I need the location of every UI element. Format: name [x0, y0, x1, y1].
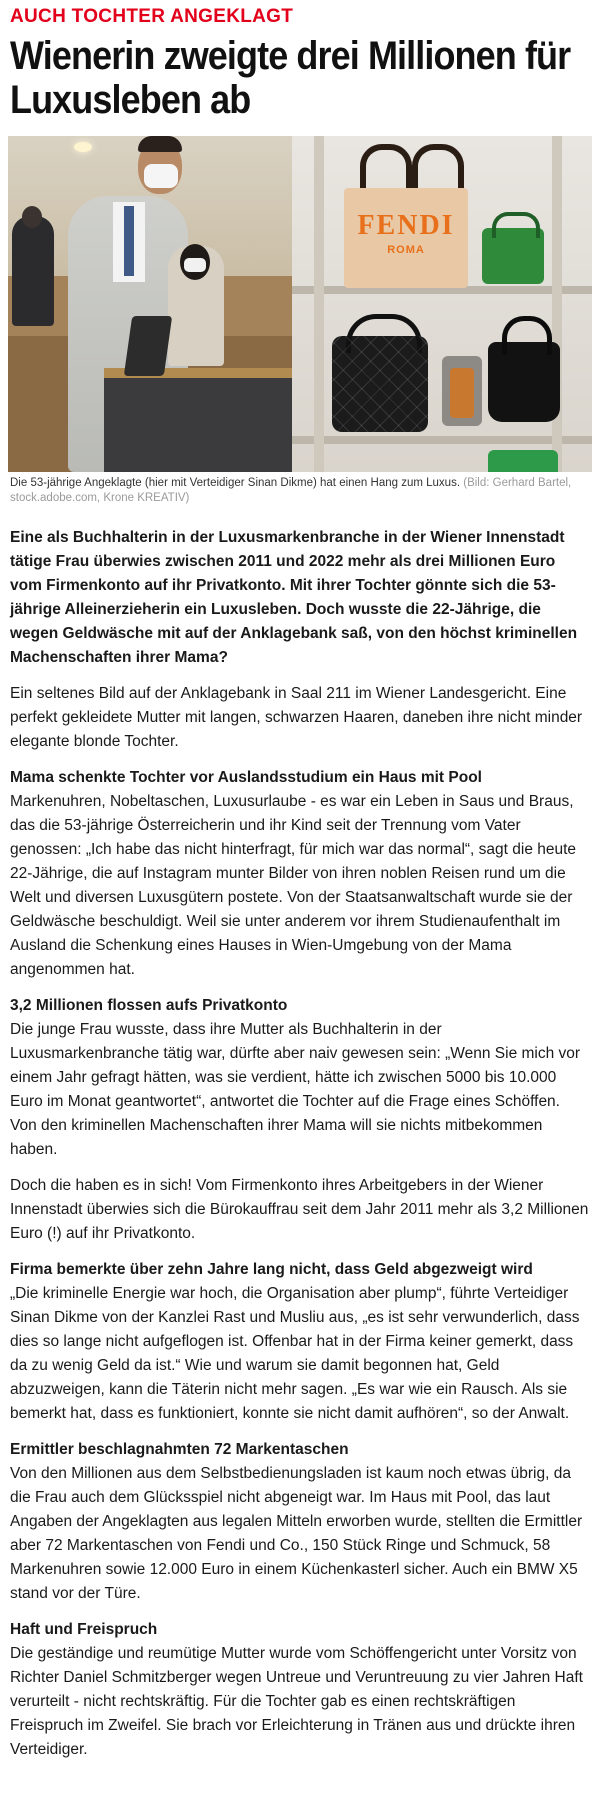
section-paragraph: Die geständige und reumütige Mutter wurde vom Schöffengericht unter Vorsitz von Richter Daniel Schmitzberger wegen Untreue und Veruntreuung zu vier Jahren Haft verurteilt - nicht rechtskräftig. Für die Tochter gab es einen rechtskräftigen Freispruch im Zweifel. Sie brach vor Erleichterung in Tränen aus und drückte ihren Verteidiger.: [10, 1645, 583, 1758]
section-heading: Firma bemerkte über zehn Jahre lang nicht, dass Geld abgezweigt wird: [10, 1261, 533, 1278]
section-paragraph: Markenuhren, Nobeltaschen, Luxusurlaube - es war ein Leben in Saus und Braus, das die 53-jährige Österreicherin und ihr Kind seit der Trennung vom Vater genossen: „Ich habe das nicht hinterfragt, für mich war das normal“, sagt die heute 22-Jährige, die auf Instagram munter Bilder von ihren noblen Reisen rund um die Welt und diversen Luxusgütern postete. Von der Staatsanwaltschaft wurde sie der Geldwäsche beschuldigt. Weil sie unter anderem vor ihrem Studienaufenthalt im Ausland die Schenkung eines Hauses in Wien-Umgebung von der Mama angenommen hat.: [10, 793, 577, 978]
section-paragraph: Von den Millionen aus dem Selbstbedienungsladen ist kaum noch etwas übrig, da die Frau auch dem Glücksspiel nicht abgeneigt war. Im Haus mit Pool, das laut Angaben der Angeklagten aus legalen Mitteln erworben wurde, stellten die Ermittler aber 72 Markentaschen von Fendi und Co., 150 Stück Ringe und Schmuck, 58 Markenuhren sowie 12.000 Euro in einem Küchenkasterl sicher. Auch ein BMW X5 stand vor der Türe.: [10, 1465, 583, 1602]
section-1: [8, 766, 592, 982]
section-6: [8, 1618, 592, 1762]
section-3: [8, 1174, 592, 1246]
image-caption: [10, 476, 590, 506]
caption-text: Die 53-jährige Angeklagte (hier mit Verteidiger Sinan Dikme) hat einen Hang zum Luxus.: [10, 477, 461, 489]
kicker: AUCH TOCHTER ANGEKLAGT: [10, 6, 294, 27]
luxury-bags-photo: [292, 136, 592, 472]
article-image[interactable]: [8, 136, 592, 472]
section-2: [8, 994, 592, 1162]
article-intro: Ein seltenes Bild auf der Anklagebank in Saal 211 im Wiener Landesgericht. Eine perfekt gekleidete Mutter mit langen, schwarzen Haaren, daneben ihre nicht minder elegante blonde Tochter.: [10, 685, 583, 750]
article-lead: Eine als Buchhalterin in der Luxusmarkenbranche in der Wiener Innenstadt tätige Frau überwies zwischen 2011 und 2022 mehr als drei Millionen Euro vom Firmenkonto auf ihr Privatkonto. Mit ihrer Tochter gönnte sich die 53-jährige Alleinerzieherin ein Luxusleben. Doch wusste die 22-Jährige, die wegen Geldwäsche mit auf der Anklagebank saß, von den höchst kriminellen Machenschaften ihrer Mama?: [10, 529, 578, 666]
section-heading: Haft und Freispruch: [10, 1621, 158, 1638]
headline: Wienerin zweigte drei Millionen für Luxusleben ab: [10, 34, 571, 122]
section-4: [8, 1258, 592, 1426]
courtroom-photo: [8, 136, 292, 472]
section-heading: Mama schenkte Tochter vor Auslandsstudium ein Haus mit Pool: [10, 769, 482, 786]
section-heading: Ermittler beschlagnahmten 72 Markentaschen: [10, 1441, 349, 1458]
image-credit: (Bild: Gerhard Bartel, stock.adobe.com, Krone KREATIV): [10, 477, 572, 504]
bag-brand-text: FENDI: [357, 210, 455, 241]
section-paragraph: Doch die haben es in sich! Vom Firmenkonto ihres Arbeitgebers in der Wiener Innenstadt überwies sich die Bürokauffrau seit dem Jahr 2011 mehr als 3,2 Millionen Euro (!) auf ihr Privatkonto.: [10, 1177, 589, 1242]
bag-sub-text: ROMA: [387, 244, 425, 256]
section-5: [8, 1438, 592, 1606]
section-paragraph: „Die kriminelle Energie war hoch, die Organisation aber plump“, führte Verteidiger Sinan Dikme von der Kanzlei Rast und Musliu aus, „es ist sehr verwunderlich, dass dies so lange nicht aufgeflogen ist. Offenbar hat in der Firma keiner gemerkt, dass da zu wenig Geld da ist.“ Wie und warum sie damit begonnen hat, Geld abzuzweigen, kann die Täterin nicht mehr sagen. „Es war wie ein Rausch. Als sie bemerkt hat, dass es funktioniert, konnte sie nicht damit aufhören“, so der Anwalt.: [10, 1285, 580, 1422]
section-heading: 3,2 Millionen flossen aufs Privatkonto: [10, 997, 288, 1014]
section-paragraph: Die junge Frau wusste, dass ihre Mutter als Buchhalterin in der Luxusmarkenbranche tätig war, dürfte aber naiv gewesen sein: „Wenn Sie mich vor einem Jahr gefragt hätten, was sie verdient, hätte ich zwischen 5000 bis 10.000 Euro im Monat geantwortet“, antwortet die Tochter auf die Frage eines Schöffen. Von den kriminellen Machenschaften ihrer Mama will sie nichts mitbekommen haben.: [10, 1021, 581, 1158]
